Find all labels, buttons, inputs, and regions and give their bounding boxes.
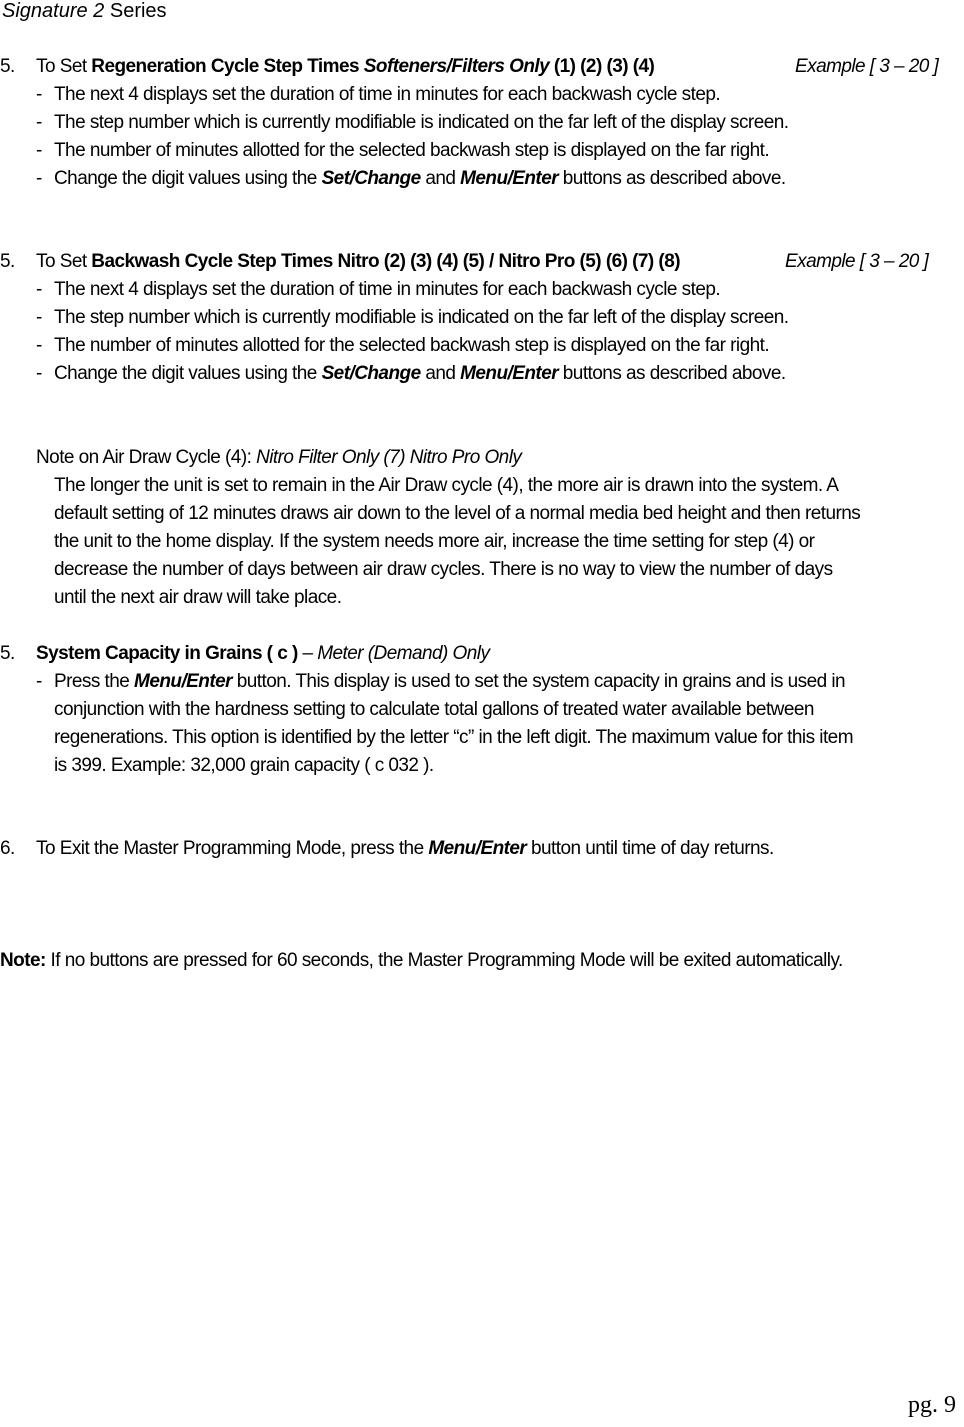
bullet-item: The next 4 displays set the duration of time in minutes for each backwash cycle step.: [54, 84, 721, 105]
title-bold-tail: (1) (2) (3) (4): [549, 56, 655, 77]
bullet-item-change-digits: Change the digit values using the Set/Change and Menu/Enter buttons as described above.: [54, 363, 786, 384]
title-bold: Backwash Cycle Step Times Nitro (2) (3) (4) (5) / Nitro Pro (5) (6) (7) (8): [91, 251, 680, 272]
note-line: until the next air draw will take place.: [54, 587, 342, 608]
capacity-line: Press the Menu/Enter button. This display is used to set the system capacity in grains and is used in: [54, 671, 846, 692]
capacity-line: regenerations. This option is identified by the letter “c” in the left digit. The maximum value for this item: [54, 727, 853, 748]
capacity-line: conjunction with the hardness setting to calculate total gallons of treated water available between: [54, 699, 814, 720]
title-bold: Regeneration Cycle Step Times: [91, 56, 364, 77]
exit-instruction: To Exit the Master Programming Mode, press the Menu/Enter button until time of day returns.: [36, 838, 774, 859]
final-note: Note: If no buttons are pressed for 60 seconds, the Master Programming Mode will be exited automatically.: [0, 950, 843, 971]
section-title: To Set Backwash Cycle Step Times Nitro (2) (3) (4) (5) / Nitro Pro (5) (6) (7) (8): [36, 251, 680, 272]
set-change-button-ref: Set/Change: [321, 168, 421, 189]
note-line: decrease the number of days between air draw cycles. There is no way to view the number of days: [54, 559, 833, 580]
bullet-item: The number of minutes allotted for the selected backwash step is displayed on the far right.: [54, 140, 770, 161]
example-value: Example [ 3 – 20 ]: [795, 56, 939, 77]
section-number: 6.: [0, 838, 15, 859]
document-page: Signature 2 Series 5. To Set Regeneration Cycle Step Times Softeners/Filters Only (1) (2) (3) (4) Example [ 3 – 20 ] - The next 4 displays set the duration of time in minutes for each backwash cycle step. - The step number which is currently modifiable is indicated on the far left of the display screen. - The number of minutes allotted for the selected backwash step is displayed on the far right. - Change the digit values using the Set/Change and Menu/Enter buttons as described above. 5. To Set Backwash Cycle Step Times Nitro (2) (3) (4) (5) / Nitro Pro (5) (6) (7) (8) Example [ 3 – 20 ] - The next 4 displays set the duration of time in minutes for each backwash cycle step. - The step number which is currently modifiable is indicated on the far left of the display screen. - The number of minutes allotted for the selected backwash step is displayed on the far right. - Change the digit values using the Set/Change and Menu/Enter buttons as described above. Note on Air Draw Cycle (4): Nitro Filter Only (7) Nitro Pro Only The longer the unit is set to remain in the Air Draw cycle (4), the more air is drawn into the system. A default setting of 12 minutes draws air down to the level of a normal media bed height and then returns the unit to the home display. If the system needs more air, increase the time setting for step (4) or decrease the number of days between air draw cycles. There is no way to view the number of days until the next air draw will take place. 5. System Capacity in Grains ( c ) – Meter (Demand) Only - Press the Menu/Enter button. This display is used to set the system capacity in grains and is used in conjunction with the hardness setting to calculate total gallons of treated water available between regenerations. This option is identified by the letter “c” in the left digit. The maximum value for this item is 399. Example: 32,000 grain capacity ( c 032 ). 6. To Exit the Master Programming Mode, press the Menu/Enter button until time of day returns. Note: If no buttons are pressed for 60 seconds, the Master Programming Mode will be exited automatically. pg. 9: [0, 0, 956, 1418]
note-line: default setting of 12 minutes draws air down to the level of a normal media bed height and then returns: [54, 503, 861, 524]
page-number: pg. 9: [908, 1392, 956, 1418]
section-title: [36, 53, 654, 81]
series-suffix: Series: [104, 0, 167, 22]
title-bold-italic: Softeners/Filters Only: [363, 56, 550, 77]
bullet-item: The step number which is currently modifiable is indicated on the far left of the display screen.: [54, 112, 789, 133]
menu-enter-button-ref: Menu/Enter: [134, 671, 232, 692]
title-prefix: To Set: [36, 56, 92, 77]
section-title: System Capacity in Grains ( c ) – Meter (Demand) Only: [36, 643, 490, 664]
menu-enter-button-ref: Menu/Enter: [428, 838, 527, 859]
capacity-line: is 399. Example: 32,000 grain capacity ( c 032 ).: [54, 755, 434, 776]
bullet-item: The number of minutes allotted for the selected backwash step is displayed on the far right.: [54, 335, 770, 356]
bullet-item-change-digits: Change the digit values using the Set/Change and Menu/Enter buttons as described above.: [54, 168, 786, 189]
note-line: the unit to the home display. If the system needs more air, increase the time setting for step (4) or: [54, 531, 815, 552]
example-value: Example [ 3 – 20 ]: [785, 251, 929, 272]
note-line: The longer the unit is set to remain in the Air Draw cycle (4), the more air is drawn into the system. A: [54, 475, 839, 496]
bullet-item: The next 4 displays set the duration of time in minutes for each backwash cycle step.: [54, 279, 721, 300]
menu-enter-button-ref: Menu/Enter: [460, 168, 559, 189]
series-name: Signature 2: [2, 0, 105, 22]
section-number: 5.: [0, 643, 15, 664]
bullet-item: The step number which is currently modifiable is indicated on the far left of the display screen.: [54, 307, 789, 328]
note-label: Note:: [0, 950, 46, 971]
set-change-button-ref: Set/Change: [321, 363, 421, 384]
note-heading: Note on Air Draw Cycle (4): Nitro Filter Only (7) Nitro Pro Only: [36, 447, 522, 468]
section-number: 5.: [0, 56, 15, 77]
section-number: 5.: [0, 251, 15, 272]
series-header: [2, 0, 167, 23]
menu-enter-button-ref: Menu/Enter: [460, 363, 559, 384]
